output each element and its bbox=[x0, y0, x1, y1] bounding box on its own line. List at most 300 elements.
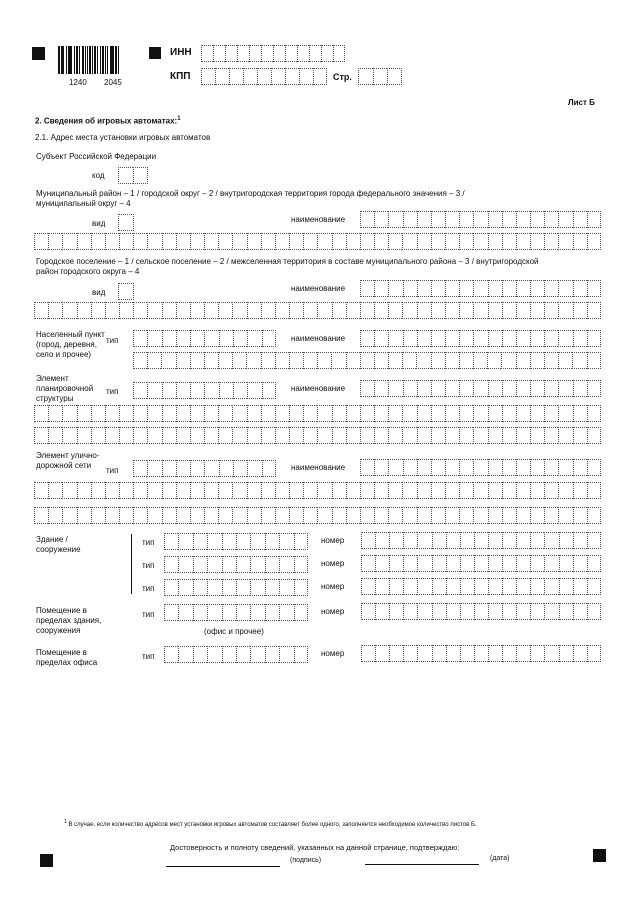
municipal-name-field-1-cell[interactable] bbox=[516, 211, 530, 228]
building-number-field-2-cell[interactable] bbox=[559, 555, 573, 572]
locality-name-field-2-cell[interactable] bbox=[133, 352, 147, 369]
locality-type-field-cell[interactable] bbox=[247, 330, 261, 347]
building-type-field-3-cell[interactable] bbox=[178, 579, 192, 596]
planning-name-field-2-cell[interactable] bbox=[587, 405, 601, 422]
street-name-field-2-cell[interactable] bbox=[289, 482, 303, 499]
settlement-name-field-1-cell[interactable] bbox=[374, 280, 388, 297]
municipal-name-field-2-cell[interactable] bbox=[459, 233, 473, 250]
building-number-field-1-cell[interactable] bbox=[474, 532, 488, 549]
street-name-field-3-cell[interactable] bbox=[62, 507, 76, 524]
locality-name-field-2-cell[interactable] bbox=[261, 352, 275, 369]
building-type-field-3-cell[interactable] bbox=[236, 579, 250, 596]
settlement-name-field-2-cell[interactable] bbox=[488, 302, 502, 319]
street-name-field-2-cell[interactable] bbox=[374, 482, 388, 499]
planning-name-field-1-cell[interactable] bbox=[573, 380, 587, 397]
locality-name-field-1-cell[interactable] bbox=[516, 330, 530, 347]
locality-name-field-2-cell[interactable] bbox=[544, 352, 558, 369]
locality-name-field-2-cell[interactable] bbox=[572, 352, 586, 369]
locality-type-field-cell[interactable] bbox=[162, 330, 176, 347]
street-name-field-3-cell[interactable] bbox=[488, 507, 502, 524]
planning-name-field-1-cell[interactable] bbox=[587, 380, 601, 397]
inn-field-cell[interactable] bbox=[237, 45, 249, 62]
premises-number-field-cell[interactable] bbox=[516, 603, 530, 620]
building-number-field-2-cell[interactable] bbox=[432, 555, 446, 572]
settlement-name-field-2-cell[interactable] bbox=[360, 302, 374, 319]
municipal-name-field-2-cell[interactable] bbox=[332, 233, 346, 250]
street-name-field-3-cell[interactable] bbox=[431, 507, 445, 524]
street-name-field-3-cell[interactable] bbox=[91, 507, 105, 524]
planning-name-field-2-cell[interactable] bbox=[459, 405, 473, 422]
street-type-field-cell[interactable] bbox=[233, 460, 247, 477]
building-number-field-1-cell[interactable] bbox=[417, 532, 431, 549]
locality-type-field-cell[interactable] bbox=[147, 330, 161, 347]
municipal-name-field-2-cell[interactable] bbox=[190, 233, 204, 250]
street-name-field-2-cell[interactable] bbox=[204, 482, 218, 499]
planning-name-field-1-cell[interactable] bbox=[473, 380, 487, 397]
planning-name-field-3-cell[interactable] bbox=[417, 427, 431, 444]
municipal-name-field-1-cell[interactable] bbox=[374, 211, 388, 228]
planning-name-field-2-cell[interactable] bbox=[402, 405, 416, 422]
settlement-name-field-2-cell[interactable] bbox=[275, 302, 289, 319]
locality-name-field-2-cell[interactable] bbox=[374, 352, 388, 369]
building-number-field-3-cell[interactable] bbox=[474, 578, 488, 595]
planning-name-field-3-cell[interactable] bbox=[147, 427, 161, 444]
settlement-name-field-2-cell[interactable] bbox=[62, 302, 76, 319]
building-number-field-2-cell[interactable] bbox=[361, 555, 375, 572]
planning-name-field-3-cell[interactable] bbox=[232, 427, 246, 444]
street-type-field-cell[interactable] bbox=[262, 460, 276, 477]
municipal-name-field-2-cell[interactable] bbox=[162, 233, 176, 250]
building-type-field-1-cell[interactable] bbox=[207, 533, 221, 550]
planning-type-field-cell[interactable] bbox=[233, 382, 247, 399]
office-number-field-cell[interactable] bbox=[361, 645, 375, 662]
office-type-field-cell[interactable] bbox=[193, 646, 207, 663]
building-number-field-3-cell[interactable] bbox=[361, 578, 375, 595]
building-type-field-1-cell[interactable] bbox=[279, 533, 293, 550]
street-name-field-2-cell[interactable] bbox=[473, 482, 487, 499]
building-number-field-1-cell[interactable] bbox=[361, 532, 375, 549]
municipal-name-field-2-cell[interactable] bbox=[77, 233, 91, 250]
building-number-field-1-cell[interactable] bbox=[403, 532, 417, 549]
locality-name-field-2-cell[interactable] bbox=[246, 352, 260, 369]
building-type-field-2-cell[interactable] bbox=[265, 556, 279, 573]
locality-type-field-cell[interactable] bbox=[176, 330, 190, 347]
locality-type-field-cell[interactable] bbox=[233, 330, 247, 347]
premises-number-field-cell[interactable] bbox=[460, 603, 474, 620]
kpp-field-cell[interactable] bbox=[215, 68, 229, 85]
street-type-field-cell[interactable] bbox=[219, 460, 233, 477]
locality-type-field-cell[interactable] bbox=[219, 330, 233, 347]
street-name-field-2-cell[interactable] bbox=[587, 482, 601, 499]
street-name-field-2[interactable] bbox=[34, 482, 601, 499]
locality-name-field-2-cell[interactable] bbox=[388, 352, 402, 369]
street-name-field-3-cell[interactable] bbox=[317, 507, 331, 524]
inn-field-cell[interactable] bbox=[261, 45, 273, 62]
building-number-field-3-cell[interactable] bbox=[502, 578, 516, 595]
settlement-name-field-2-cell[interactable] bbox=[388, 302, 402, 319]
street-name-field-3-cell[interactable] bbox=[289, 507, 303, 524]
planning-name-field-3-cell[interactable] bbox=[558, 427, 572, 444]
premises-type-field-cell[interactable] bbox=[222, 604, 236, 621]
planning-name-field-1-cell[interactable] bbox=[502, 380, 516, 397]
planning-name-field-3-cell[interactable] bbox=[34, 427, 48, 444]
premises-number-field-cell[interactable] bbox=[432, 603, 446, 620]
locality-name-field-2-cell[interactable] bbox=[346, 352, 360, 369]
building-type-field-3-cell[interactable] bbox=[222, 579, 236, 596]
street-name-field-2-cell[interactable] bbox=[530, 482, 544, 499]
street-type-field-cell[interactable] bbox=[133, 460, 147, 477]
settlement-name-field-1-cell[interactable] bbox=[530, 280, 544, 297]
municipal-name-field-1-cell[interactable] bbox=[488, 211, 502, 228]
municipal-name-field-2-cell[interactable] bbox=[388, 233, 402, 250]
planning-name-field-3-cell[interactable] bbox=[573, 427, 587, 444]
planning-name-field-1-cell[interactable] bbox=[403, 380, 417, 397]
building-number-field-2-cell[interactable] bbox=[460, 555, 474, 572]
street-name-field-3-cell[interactable] bbox=[530, 507, 544, 524]
planning-name-field-1[interactable] bbox=[360, 380, 601, 397]
planning-name-field-2-cell[interactable] bbox=[162, 405, 176, 422]
subject-code-field-cell[interactable] bbox=[133, 167, 148, 184]
building-number-field-2-cell[interactable] bbox=[530, 555, 544, 572]
office-number-field-cell[interactable] bbox=[446, 645, 460, 662]
street-name-field-2-cell[interactable] bbox=[544, 482, 558, 499]
building-number-field-2[interactable] bbox=[361, 555, 601, 572]
municipal-name-field-2[interactable] bbox=[34, 233, 601, 250]
inn-field-cell[interactable] bbox=[225, 45, 237, 62]
street-name-field-2-cell[interactable] bbox=[417, 482, 431, 499]
page-number-field[interactable] bbox=[358, 68, 402, 85]
locality-name-field-1-cell[interactable] bbox=[544, 330, 558, 347]
locality-name-field-2-cell[interactable] bbox=[459, 352, 473, 369]
planning-name-field-1-cell[interactable] bbox=[530, 380, 544, 397]
premises-number-field-cell[interactable] bbox=[389, 603, 403, 620]
building-number-field-2-cell[interactable] bbox=[488, 555, 502, 572]
street-name-field-3-cell[interactable] bbox=[516, 507, 530, 524]
street-name-field-1[interactable] bbox=[360, 459, 601, 476]
municipal-name-field-2-cell[interactable] bbox=[275, 233, 289, 250]
building-number-field-3-cell[interactable] bbox=[573, 578, 587, 595]
settlement-name-field-2-cell[interactable] bbox=[445, 302, 459, 319]
office-number-field-cell[interactable] bbox=[587, 645, 601, 662]
planning-type-field-cell[interactable] bbox=[190, 382, 204, 399]
building-type-field-3[interactable] bbox=[164, 579, 308, 596]
street-name-field-2-cell[interactable] bbox=[48, 482, 62, 499]
planning-name-field-3-cell[interactable] bbox=[473, 427, 487, 444]
municipal-name-field-1-cell[interactable] bbox=[388, 211, 402, 228]
street-name-field-2-cell[interactable] bbox=[275, 482, 289, 499]
locality-name-field-2-cell[interactable] bbox=[360, 352, 374, 369]
planning-name-field-2-cell[interactable] bbox=[473, 405, 487, 422]
office-type-field-cell[interactable] bbox=[265, 646, 279, 663]
building-number-field-1-cell[interactable] bbox=[488, 532, 502, 549]
settlement-name-field-1-cell[interactable] bbox=[502, 280, 516, 297]
settlement-name-field-2-cell[interactable] bbox=[77, 302, 91, 319]
planning-name-field-3[interactable] bbox=[34, 427, 601, 444]
locality-name-field-2-cell[interactable] bbox=[473, 352, 487, 369]
settlement-name-field-2-cell[interactable] bbox=[473, 302, 487, 319]
office-type-field-cell[interactable] bbox=[164, 646, 178, 663]
settlement-name-field-2-cell[interactable] bbox=[34, 302, 48, 319]
street-name-field-3-cell[interactable] bbox=[147, 507, 161, 524]
planning-name-field-1-cell[interactable] bbox=[445, 380, 459, 397]
planning-name-field-3-cell[interactable] bbox=[91, 427, 105, 444]
planning-name-field-3-cell[interactable] bbox=[105, 427, 119, 444]
building-number-field-3-cell[interactable] bbox=[432, 578, 446, 595]
building-type-field-3-cell[interactable] bbox=[294, 579, 308, 596]
locality-name-field-2-cell[interactable] bbox=[289, 352, 303, 369]
settlement-name-field-2-cell[interactable] bbox=[105, 302, 119, 319]
premises-type-field-cell[interactable] bbox=[193, 604, 207, 621]
planning-name-field-3-cell[interactable] bbox=[190, 427, 204, 444]
street-name-field-3-cell[interactable] bbox=[388, 507, 402, 524]
building-type-field-2-cell[interactable] bbox=[294, 556, 308, 573]
office-number-field-cell[interactable] bbox=[559, 645, 573, 662]
locality-name-field-2-cell[interactable] bbox=[501, 352, 515, 369]
settlement-name-field-2-cell[interactable] bbox=[402, 302, 416, 319]
street-name-field-2-cell[interactable] bbox=[558, 482, 572, 499]
building-type-field-3-cell[interactable] bbox=[193, 579, 207, 596]
planning-name-field-3-cell[interactable] bbox=[218, 427, 232, 444]
locality-type-field-cell[interactable] bbox=[204, 330, 218, 347]
settlement-name-field-2-cell[interactable] bbox=[247, 302, 261, 319]
kpp-field[interactable] bbox=[201, 68, 327, 85]
settlement-name-field-2-cell[interactable] bbox=[303, 302, 317, 319]
planning-name-field-2-cell[interactable] bbox=[62, 405, 76, 422]
street-name-field-1-cell[interactable] bbox=[403, 459, 417, 476]
building-number-field-2-cell[interactable] bbox=[375, 555, 389, 572]
planning-name-field-2-cell[interactable] bbox=[91, 405, 105, 422]
street-name-field-3-cell[interactable] bbox=[473, 507, 487, 524]
kpp-field-cell[interactable] bbox=[201, 68, 215, 85]
street-name-field-3[interactable] bbox=[34, 507, 601, 524]
planning-name-field-2-cell[interactable] bbox=[34, 405, 48, 422]
building-number-field-2-cell[interactable] bbox=[516, 555, 530, 572]
office-type-field-cell[interactable] bbox=[222, 646, 236, 663]
office-type-field-cell[interactable] bbox=[178, 646, 192, 663]
building-number-field-3-cell[interactable] bbox=[544, 578, 558, 595]
office-number-field-cell[interactable] bbox=[474, 645, 488, 662]
kpp-field-cell[interactable] bbox=[271, 68, 285, 85]
building-number-field-1-cell[interactable] bbox=[375, 532, 389, 549]
planning-name-field-3-cell[interactable] bbox=[587, 427, 601, 444]
planning-name-field-2-cell[interactable] bbox=[176, 405, 190, 422]
planning-name-field-1-cell[interactable] bbox=[388, 380, 402, 397]
planning-name-field-1-cell[interactable] bbox=[516, 380, 530, 397]
municipal-name-field-1-cell[interactable] bbox=[558, 211, 572, 228]
locality-name-field-2-cell[interactable] bbox=[516, 352, 530, 369]
building-type-field-3-cell[interactable] bbox=[265, 579, 279, 596]
municipal-name-field-2-cell[interactable] bbox=[417, 233, 431, 250]
premises-type-field-cell[interactable] bbox=[279, 604, 293, 621]
street-name-field-2-cell[interactable] bbox=[34, 482, 48, 499]
street-name-field-3-cell[interactable] bbox=[105, 507, 119, 524]
building-number-field-3-cell[interactable] bbox=[460, 578, 474, 595]
settlement-name-field-2-cell[interactable] bbox=[218, 302, 232, 319]
settlement-name-field-2-cell[interactable] bbox=[558, 302, 572, 319]
planning-name-field-2-cell[interactable] bbox=[317, 405, 331, 422]
street-name-field-3-cell[interactable] bbox=[374, 507, 388, 524]
settlement-name-field-2-cell[interactable] bbox=[431, 302, 445, 319]
building-number-field-3-cell[interactable] bbox=[559, 578, 573, 595]
street-name-field-3-cell[interactable] bbox=[162, 507, 176, 524]
settlement-name-field-2-cell[interactable] bbox=[91, 302, 105, 319]
kpp-field-cell[interactable] bbox=[285, 68, 299, 85]
inn-field-cell[interactable] bbox=[213, 45, 225, 62]
office-type-field-cell[interactable] bbox=[236, 646, 250, 663]
street-type-field-cell[interactable] bbox=[247, 460, 261, 477]
municipal-name-field-2-cell[interactable] bbox=[218, 233, 232, 250]
street-name-field-2-cell[interactable] bbox=[133, 482, 147, 499]
municipal-name-field-2-cell[interactable] bbox=[502, 233, 516, 250]
planning-name-field-3-cell[interactable] bbox=[77, 427, 91, 444]
planning-name-field-2-cell[interactable] bbox=[516, 405, 530, 422]
street-name-field-2-cell[interactable] bbox=[247, 482, 261, 499]
street-name-field-3-cell[interactable] bbox=[34, 507, 48, 524]
street-name-field-3-cell[interactable] bbox=[190, 507, 204, 524]
street-name-field-2-cell[interactable] bbox=[317, 482, 331, 499]
street-name-field-3-cell[interactable] bbox=[417, 507, 431, 524]
office-number-field-cell[interactable] bbox=[375, 645, 389, 662]
settlement-name-field-1-cell[interactable] bbox=[558, 280, 572, 297]
premises-number-field-cell[interactable] bbox=[559, 603, 573, 620]
street-type-field-cell[interactable] bbox=[190, 460, 204, 477]
settlement-name-field-2-cell[interactable] bbox=[48, 302, 62, 319]
planning-name-field-2-cell[interactable] bbox=[105, 405, 119, 422]
planning-type-field-cell[interactable] bbox=[133, 382, 147, 399]
building-number-field-3-cell[interactable] bbox=[530, 578, 544, 595]
municipal-name-field-2-cell[interactable] bbox=[119, 233, 133, 250]
municipal-name-field-2-cell[interactable] bbox=[516, 233, 530, 250]
office-number-field-cell[interactable] bbox=[432, 645, 446, 662]
street-name-field-1-cell[interactable] bbox=[488, 459, 502, 476]
municipal-name-field-2-cell[interactable] bbox=[204, 233, 218, 250]
street-name-field-2-cell[interactable] bbox=[346, 482, 360, 499]
street-name-field-2-cell[interactable] bbox=[445, 482, 459, 499]
locality-name-field-1-cell[interactable] bbox=[417, 330, 431, 347]
office-number-field-cell[interactable] bbox=[460, 645, 474, 662]
street-name-field-1-cell[interactable] bbox=[530, 459, 544, 476]
street-type-field-cell[interactable] bbox=[162, 460, 176, 477]
building-type-field-2-cell[interactable] bbox=[178, 556, 192, 573]
street-name-field-3-cell[interactable] bbox=[573, 507, 587, 524]
locality-name-field-2-cell[interactable] bbox=[402, 352, 416, 369]
building-number-field-1-cell[interactable] bbox=[460, 532, 474, 549]
municipal-name-field-2-cell[interactable] bbox=[346, 233, 360, 250]
municipal-name-field-1-cell[interactable] bbox=[530, 211, 544, 228]
municipal-name-field-2-cell[interactable] bbox=[48, 233, 62, 250]
street-name-field-3-cell[interactable] bbox=[232, 507, 246, 524]
building-type-field-1-cell[interactable] bbox=[250, 533, 264, 550]
office-number-field-cell[interactable] bbox=[403, 645, 417, 662]
planning-name-field-2-cell[interactable] bbox=[261, 405, 275, 422]
building-number-field-1-cell[interactable] bbox=[530, 532, 544, 549]
planning-type-field-cell[interactable] bbox=[147, 382, 161, 399]
settlement-name-field-1-cell[interactable] bbox=[544, 280, 558, 297]
building-number-field-3-cell[interactable] bbox=[417, 578, 431, 595]
planning-type-field-cell[interactable] bbox=[162, 382, 176, 399]
street-name-field-3-cell[interactable] bbox=[204, 507, 218, 524]
street-name-field-2-cell[interactable] bbox=[190, 482, 204, 499]
planning-name-field-3-cell[interactable] bbox=[488, 427, 502, 444]
office-number-field-cell[interactable] bbox=[502, 645, 516, 662]
office-type-field-cell[interactable] bbox=[279, 646, 293, 663]
street-name-field-1-cell[interactable] bbox=[360, 459, 374, 476]
building-number-field-2-cell[interactable] bbox=[417, 555, 431, 572]
locality-name-field-1-cell[interactable] bbox=[360, 330, 374, 347]
street-name-field-1-cell[interactable] bbox=[516, 459, 530, 476]
building-type-field-1-cell[interactable] bbox=[294, 533, 308, 550]
locality-type-field-cell[interactable] bbox=[133, 330, 147, 347]
planning-name-field-3-cell[interactable] bbox=[516, 427, 530, 444]
municipal-type-field[interactable] bbox=[118, 214, 134, 231]
planning-name-field-2-cell[interactable] bbox=[119, 405, 133, 422]
locality-name-field-2-cell[interactable] bbox=[317, 352, 331, 369]
municipal-name-field-1-cell[interactable] bbox=[473, 211, 487, 228]
municipal-name-field-2-cell[interactable] bbox=[91, 233, 105, 250]
street-name-field-3-cell[interactable] bbox=[502, 507, 516, 524]
building-type-field-1-cell[interactable] bbox=[222, 533, 236, 550]
settlement-name-field-1-cell[interactable] bbox=[431, 280, 445, 297]
street-name-field-2-cell[interactable] bbox=[502, 482, 516, 499]
office-type-field-cell[interactable] bbox=[294, 646, 308, 663]
planning-type-field-cell[interactable] bbox=[219, 382, 233, 399]
street-name-field-3-cell[interactable] bbox=[119, 507, 133, 524]
building-type-field-3-cell[interactable] bbox=[207, 579, 221, 596]
page-number-field-cell[interactable] bbox=[373, 68, 388, 85]
locality-name-field-1-cell[interactable] bbox=[530, 330, 544, 347]
premises-number-field-cell[interactable] bbox=[474, 603, 488, 620]
planning-name-field-3-cell[interactable] bbox=[346, 427, 360, 444]
office-number-field-cell[interactable] bbox=[488, 645, 502, 662]
planning-name-field-2-cell[interactable] bbox=[218, 405, 232, 422]
locality-name-field-2-cell[interactable] bbox=[303, 352, 317, 369]
street-name-field-3-cell[interactable] bbox=[77, 507, 91, 524]
municipal-name-field-2-cell[interactable] bbox=[573, 233, 587, 250]
municipal-name-field-2-cell[interactable] bbox=[289, 233, 303, 250]
municipal-name-field-2-cell[interactable] bbox=[431, 233, 445, 250]
planning-name-field-3-cell[interactable] bbox=[360, 427, 374, 444]
planning-name-field-3-cell[interactable] bbox=[445, 427, 459, 444]
street-name-field-1-cell[interactable] bbox=[388, 459, 402, 476]
planning-name-field-2-cell[interactable] bbox=[431, 405, 445, 422]
municipal-name-field-1-cell[interactable] bbox=[544, 211, 558, 228]
premises-number-field-cell[interactable] bbox=[488, 603, 502, 620]
planning-name-field-3-cell[interactable] bbox=[388, 427, 402, 444]
premises-number-field-cell[interactable] bbox=[530, 603, 544, 620]
building-number-field-3-cell[interactable] bbox=[516, 578, 530, 595]
locality-type-field-cell[interactable] bbox=[190, 330, 204, 347]
municipal-name-field-2-cell[interactable] bbox=[133, 233, 147, 250]
locality-name-field-2-cell[interactable] bbox=[445, 352, 459, 369]
planning-name-field-1-cell[interactable] bbox=[558, 380, 572, 397]
street-name-field-2-cell[interactable] bbox=[488, 482, 502, 499]
planning-name-field-3-cell[interactable] bbox=[176, 427, 190, 444]
date-line[interactable] bbox=[365, 864, 479, 865]
planning-name-field-2-cell[interactable] bbox=[558, 405, 572, 422]
settlement-name-field-1-cell[interactable] bbox=[516, 280, 530, 297]
locality-name-field-2-cell[interactable] bbox=[232, 352, 246, 369]
office-type-field-cell[interactable] bbox=[207, 646, 221, 663]
street-name-field-2-cell[interactable] bbox=[388, 482, 402, 499]
street-name-field-2-cell[interactable] bbox=[360, 482, 374, 499]
page-number-field-cell[interactable] bbox=[387, 68, 402, 85]
premises-number-field-cell[interactable] bbox=[544, 603, 558, 620]
building-number-field-3-cell[interactable] bbox=[389, 578, 403, 595]
planning-name-field-3-cell[interactable] bbox=[431, 427, 445, 444]
inn-field-cell[interactable] bbox=[321, 45, 333, 62]
municipal-name-field-1-cell[interactable] bbox=[417, 211, 431, 228]
settlement-name-field-1-cell[interactable] bbox=[417, 280, 431, 297]
